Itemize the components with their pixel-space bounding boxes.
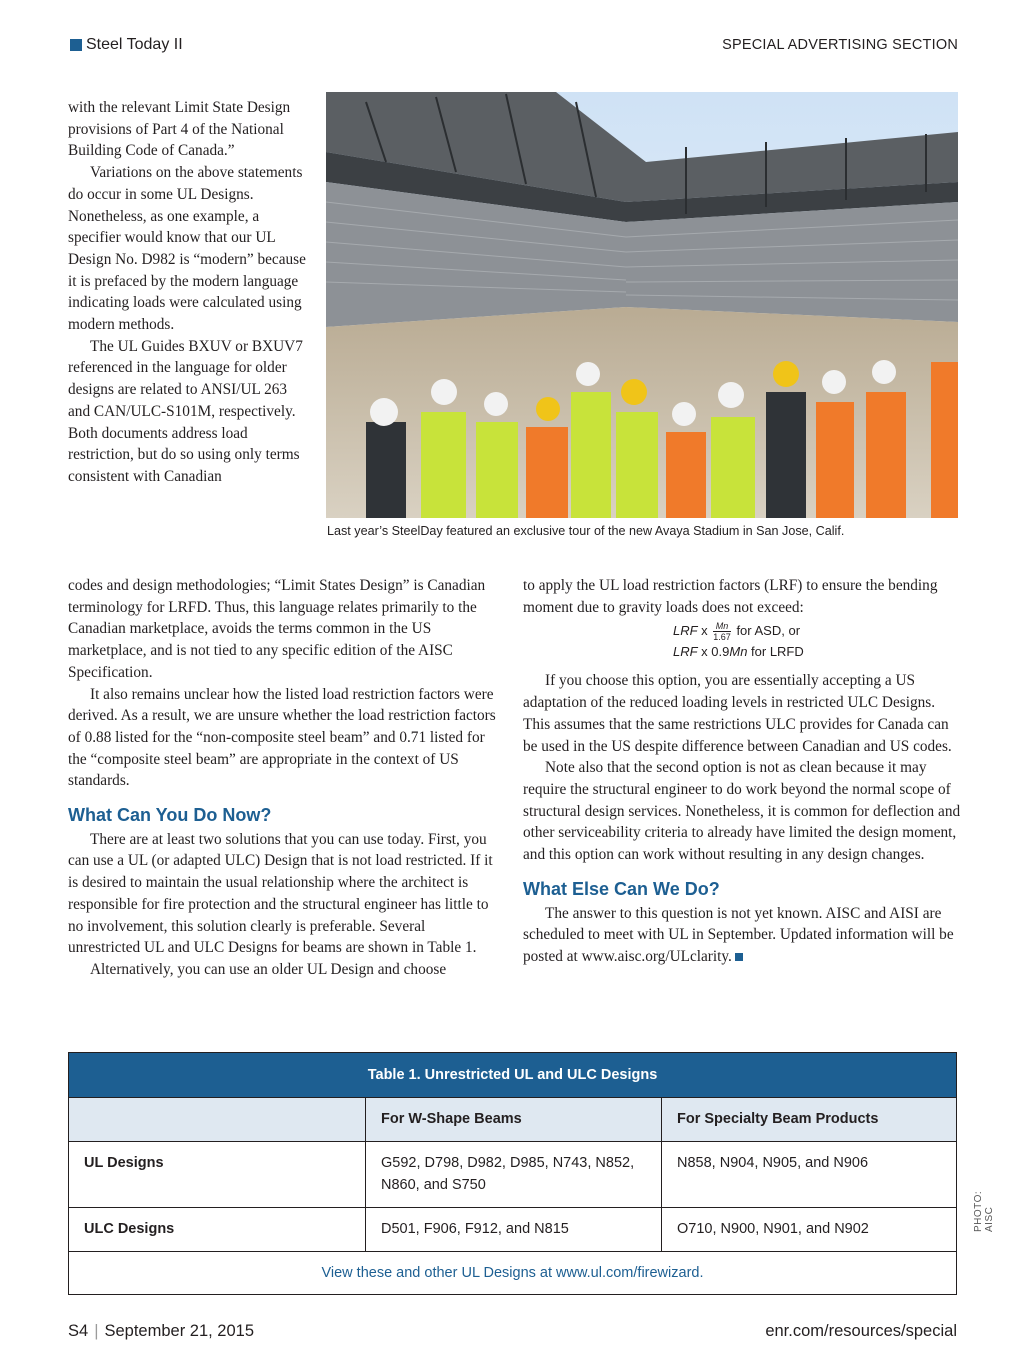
paragraph: There are at least two solutions that you can use today. First, you can use a UL (or adapted ULC) Design that is not load restricted. If it is desired to maintain the usual relationship where the architect is responsible for fire protection and the structural engineer has little to no involvement, this solution clearly is preferable. Several unrestricted UL and ULC Designs for beams are shown in Table 1. — [68, 830, 493, 957]
article-column-1-continued — [68, 575, 498, 981]
formula-line-asd — [673, 621, 961, 642]
designs-table — [68, 1052, 957, 1295]
table-header-cell: For W-Shape Beams — [366, 1098, 662, 1141]
paragraph: Variations on the above statements do occur in some UL Designs. Nonetheless, as one example, a specifier would know that our UL Design No. D982 is “modern” because it is prefaced by the modern language indicating loads were calculated using modern methods. — [68, 164, 306, 334]
table-cell: D501, F906, F912, and N815 — [366, 1208, 662, 1251]
table-title: Table 1. Unrestricted UL and ULC Designs — [69, 1053, 956, 1097]
table-cell: N858, N904, N905, and N906 — [677, 1155, 869, 1171]
section-header — [70, 36, 183, 54]
page-number: S4 — [68, 1322, 89, 1340]
formula-line-lrfd — [673, 642, 961, 662]
paragraph-text: The answer to this question is not yet known. AISC and AISI are scheduled to meet with UL in September. Updated information will be posted at www.aisc.org/ULclarity. — [523, 904, 954, 965]
table-header-row — [69, 1097, 956, 1141]
photo-caption: Last year’s SteelDay featured an exclusive tour of the new Avaya Stadium in San Jose, Calif. — [327, 524, 845, 538]
stadium-photo — [326, 92, 958, 518]
row-label: UL Designs — [69, 1142, 366, 1207]
table-header-cell — [69, 1098, 366, 1141]
table-row — [69, 1207, 956, 1251]
paragraph: It also remains unclear how the listed load restriction factors were derived. As a result, we are unsure whether the load restriction factors of 0.88 listed for the “non-composite steel beam” and 0.71 listed for the “composite steel beam” are appropriate in the context of US standards. — [68, 685, 496, 790]
divider: | — [94, 1322, 99, 1340]
formula-var: LRF — [673, 623, 698, 639]
issue-date: September 21, 2015 — [104, 1322, 255, 1340]
paragraph: to apply the UL load restriction factors (LRF) to ensure the bending moment due to gravity loads does not exceed: — [523, 577, 938, 616]
formula-text: for ASD, or — [732, 623, 801, 639]
stadium-photo-illustration — [326, 92, 958, 518]
table-footer-row — [69, 1251, 956, 1294]
article-column-2 — [523, 575, 961, 968]
lrf-formula — [523, 621, 961, 662]
formula-text: for LRFD — [747, 644, 804, 660]
paragraph — [523, 903, 961, 968]
article-column-1 — [68, 97, 308, 488]
formula-var: Mn — [729, 644, 748, 660]
paragraph: codes and design methodologies; “Limit States Design” is Canadian terminology for LRFD. Thus, this language relates primarily to the Canadian marketplace, avoids the terms common in the US marketplace, and is not tied to any specific edition of the AISC Specification. — [68, 577, 486, 681]
formula-fraction — [713, 621, 731, 642]
footer-url[interactable]: enr.com/resources/special — [765, 1322, 957, 1340]
section-heading: What Else Can We Do? — [523, 878, 720, 899]
table-row — [69, 1141, 956, 1207]
page-footer-left — [68, 1322, 254, 1341]
fraction-denominator: 1.67 — [713, 632, 731, 643]
fraction-numerator: Mn — [713, 621, 731, 632]
paragraph: with the relevant Limit State Design provisions of Part 4 of the National Building Code of Canada.” — [68, 99, 291, 160]
paragraph: The UL Guides BXUV or BXUV7 referenced in the language for older designs are related to ANSI/UL 263 and CAN/ULC-S101M, respectively. Both documents address load restriction, but do so using only terms consistent with Canadian — [68, 337, 303, 485]
row-label: ULC Designs — [69, 1208, 366, 1251]
table-footer-link[interactable]: View these and other UL Designs at www.ul.com/firewizard. — [321, 1265, 704, 1281]
table-cell: O710, N900, N901, and N902 — [677, 1221, 869, 1237]
photo-credit: PHOTO: AISC — [973, 1190, 995, 1232]
section-marker-icon — [70, 39, 82, 51]
section-name: Steel Today II — [86, 36, 183, 53]
end-mark-icon — [735, 953, 743, 961]
formula-operator: x — [697, 623, 712, 639]
paragraph: Alternatively, you can use an older UL Design and choose — [90, 960, 447, 978]
formula-operator: x 0.9 — [697, 644, 730, 660]
table-cell: G592, D798, D982, D985, N743, N852, N860, and S750 — [366, 1142, 662, 1207]
formula-var: LRF — [673, 644, 698, 660]
paragraph: If you choose this option, you are essentially accepting a US adaptation of the reduced loading levels in restricted ULC Designs. This assumes that the same restrictions ULC provides for Canada can be used in the US despite difference between Canadian and US codes. — [523, 672, 952, 755]
advertising-label: SPECIAL ADVERTISING SECTION — [722, 37, 958, 53]
section-heading: What Can You Do Now? — [68, 805, 272, 826]
table-header-cell: For Specialty Beam Products — [677, 1111, 879, 1127]
paragraph: Note also that the second option is not as clean because it may require the structural engineer to do work beyond the normal scope of structural design services. Nonetheless, it is common for deflection and other serviceability criteria to already have limited the design moment, and this option can work without resulting in any design changes. — [523, 759, 961, 864]
